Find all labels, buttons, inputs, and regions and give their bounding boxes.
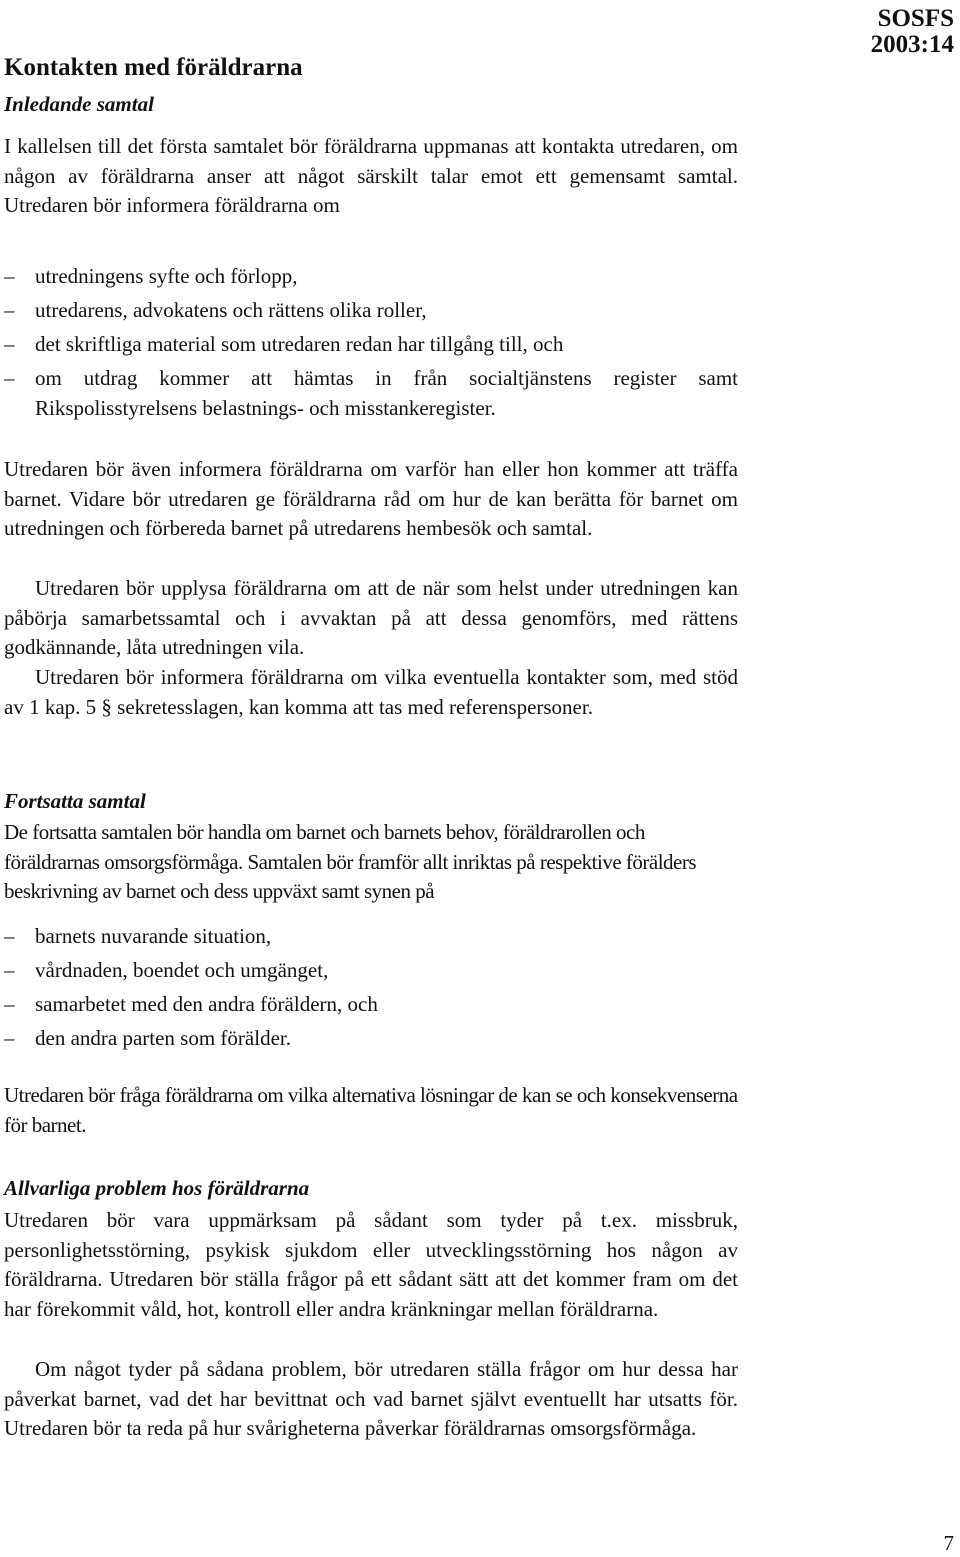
paragraph-uppmarksam: Utredaren bör vara uppmärksam på sådant som tyder på t.ex. missbruk, personlighetsstörning, psykisk sjukdom eller utvecklingsstörning hos någon av föräldrarna. Utredaren bör ställa frågor på ett sådant sätt att det kommer fram om det har förekommit våld, hot, kontroll eller andra kränkningar mellan föräldrarna.	[4, 1208, 738, 1321]
dash-marker: –	[4, 992, 15, 1017]
list-item	[4, 990, 738, 1020]
paragraph-kallelsen	[4, 132, 738, 221]
list-item-text: samarbetet med den andra föräldern, och	[35, 992, 378, 1017]
dash-marker: –	[4, 1026, 15, 1051]
paragraph-traffa-barnet: Utredaren bör även informera föräldrarna om varför han eller hon kommer att träffa barnet. Vidare bör utredaren ge föräldrarna råd om hur de kan berätta för barnet om utredningen och förbereda barnet på utredarens hembesök och samtal.	[4, 457, 738, 541]
paragraph-samarbetssamtal	[4, 574, 738, 663]
information-list	[4, 262, 738, 423]
list-item	[4, 330, 738, 360]
page-number: 7	[943, 1531, 954, 1555]
list-item-text: barnets nuvarande situation,	[35, 924, 272, 948]
list-item	[4, 262, 738, 292]
dash-marker: –	[4, 332, 15, 357]
paragraph-sadana-problem	[4, 1355, 738, 1444]
section-title: Kontakten med föräldrarna	[4, 54, 303, 81]
list-item-text: det skriftliga material som utredaren redan har tillgång till, och	[35, 332, 564, 357]
list-item	[4, 922, 738, 952]
document-series-label	[871, 6, 954, 58]
samtal-topics-list	[4, 922, 738, 1054]
paragraph-referenspersoner	[4, 663, 738, 722]
subheading-fortsatta-samtal: Fortsatta samtal	[4, 789, 146, 813]
list-item-text: utredningens syfte och förlopp,	[35, 264, 298, 288]
list-item	[4, 1024, 738, 1054]
paragraph-informera-intro: Utredaren bör informera föräldrarna om	[4, 193, 340, 218]
paragraph-samarbetssamtal-text: Utredaren bör upplysa föräldrarna om att de när som helst under utredningen kan påbörja samarbetssamtal och i avvaktan på att dessa genomförs, med rättens godkännande, låta utredningen vila.	[4, 576, 738, 660]
series-name: SOSFS	[877, 5, 954, 32]
subheading-allvarliga-problem: Allvarliga problem hos föräldrarna	[4, 1176, 310, 1200]
subheading-inledande-samtal: Inledande samtal	[4, 92, 154, 116]
paragraph-sadana-problem-text: Om något tyder på sådana problem, bör utredaren ställa frågor om hur dessa har påverkat barnet, vad det har bevittnat och vad barnet självt eventuellt har utsatts för. Utredaren bör ta reda på hur svårigheterna påverkar föräldrarnas omsorgsförmåga.	[4, 1357, 738, 1441]
dash-marker: –	[4, 958, 15, 983]
dash-marker: –	[4, 298, 15, 323]
list-item	[4, 956, 738, 986]
list-item-text: utredarens, advokatens och rättens olika roller,	[35, 298, 427, 323]
list-item-text: vårdnaden, boendet och umgänget,	[35, 958, 329, 983]
dash-marker: –	[4, 924, 15, 948]
paragraph-alternativa-losningar: Utredaren bör fråga föräldrarna om vilka alternativa lösningar de kan se och konsekvenserna för barnet.	[4, 1083, 738, 1137]
paragraph-fortsatta-samtalen: De fortsatta samtalen bör handla om barnet och barnets behov, föräldrarollen och föräldrarnas omsorgsförmåga. Samtalen bör framför allt inriktas på respektive förälders beskrivning av barnet och dess uppväxt samt synen på	[4, 820, 697, 904]
paragraph-referenspersoner-text: Utredaren bör informera föräldrarna om vilka eventuella kontakter som, med stöd av 1 kap. 5 § sekretesslagen, kan komma att tas med referenspersoner.	[4, 665, 738, 719]
dash-marker: –	[4, 366, 15, 391]
list-item	[4, 364, 738, 423]
list-item	[4, 296, 738, 326]
list-item-text: om utdrag kommer att hämtas in från socialtjänstens register samt Rikspolisstyrelsens belastnings- och misstankeregister.	[35, 366, 738, 420]
paragraph-kallelsen-text: I kallelsen till det första samtalet bör föräldrarna uppmanas att kontakta utredaren, om någon av föräldrarna anser att något särskilt talar emot ett gemensamt samtal.	[4, 134, 738, 188]
list-item-text: den andra parten som förälder.	[35, 1026, 291, 1051]
series-number: 2003:14	[870, 31, 954, 58]
dash-marker: –	[4, 264, 15, 288]
